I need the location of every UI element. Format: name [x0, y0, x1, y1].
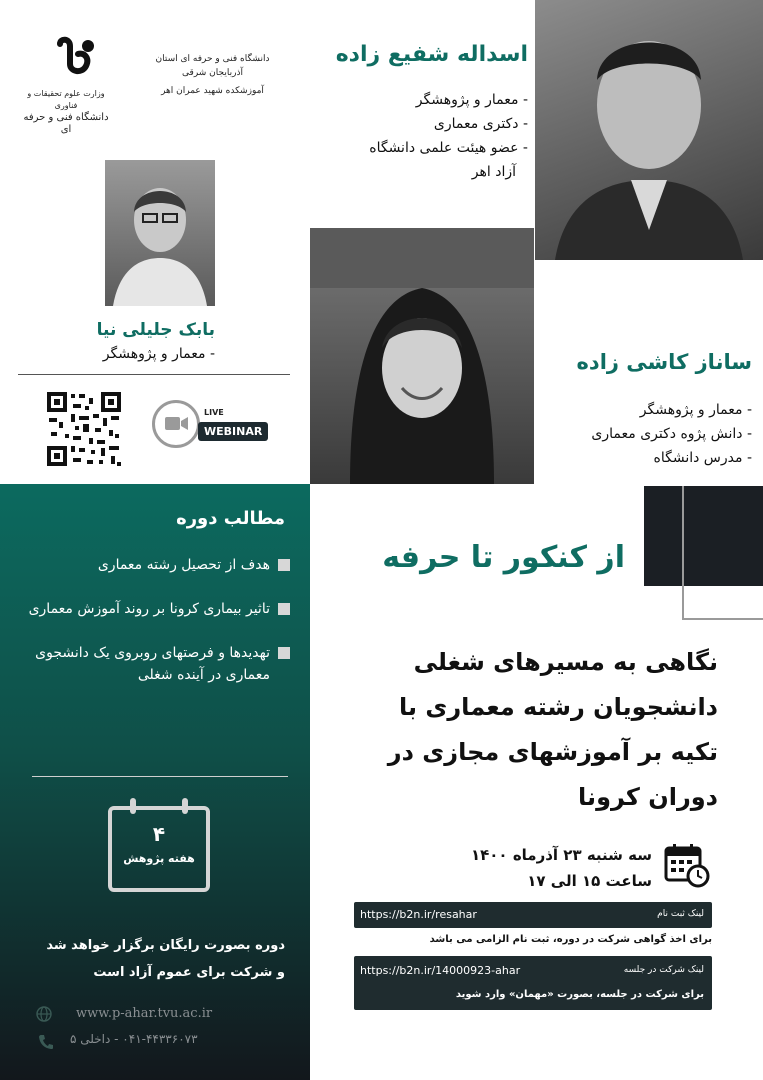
- webinar-badge: [152, 398, 276, 450]
- free-note-line: دوره بصورت رایگان برگزار خواهد شد: [46, 938, 285, 953]
- calendar-label: هفته پژوهش: [123, 852, 195, 865]
- free-note: [20, 932, 285, 986]
- calendar-clock-icon: [662, 842, 710, 888]
- speaker-1-role: - دکتری معماری: [433, 116, 528, 132]
- accent-line-horizontal: [682, 618, 763, 620]
- ministry-sub-line: دانشگاه فنی و حرفه ای: [23, 112, 109, 135]
- speaker-2-photo: [105, 160, 215, 306]
- university-logo: [54, 34, 100, 80]
- topic-item: [28, 554, 290, 576]
- calendar-ring: [182, 798, 188, 814]
- session-note: برای شرکت در جلسه، بصورت «مهمان» وارد شوید: [455, 989, 704, 1000]
- panel-divider: [32, 776, 288, 777]
- topic-text: تهدیدها و فرصتهای روبروی یک دانشجوی معماری در آینده شغلی: [35, 645, 270, 683]
- registration-note: برای اخذ گواهی شرکت در دوره، ثبت نام الزامی می باشد: [429, 934, 712, 945]
- bullet-square-icon: [278, 603, 290, 615]
- speaker-1-role: آزاد اهر: [471, 164, 516, 180]
- subtitle-line: دانشجویان رشته معماری با: [398, 693, 718, 721]
- topic-text: تاثیر بیماری کرونا بر روند آموزش معماری: [28, 601, 270, 617]
- website-link[interactable]: www.p-ahar.tvu.ac.ir: [76, 1006, 213, 1021]
- speaker-3-role: - معمار و پژوهشگر: [639, 402, 752, 418]
- calendar-ring: [130, 798, 136, 814]
- calendar-icon: [108, 806, 210, 892]
- registration-link-box[interactable]: [354, 902, 712, 928]
- topics-list: [28, 554, 290, 686]
- schedule-date: سه شنبه ۲۳ آذرماه ۱۴۰۰: [470, 846, 652, 864]
- schedule-time: ساعت ۱۵ الی ۱۷: [527, 872, 652, 890]
- main-title: از کنکور تا حرفه: [382, 540, 625, 575]
- webinar-label: WEBINAR: [198, 422, 268, 441]
- topic-item: [28, 642, 290, 686]
- session-url[interactable]: https://b2n.ir/14000923-ahar: [360, 964, 521, 977]
- speaker-3-photo: [310, 228, 534, 484]
- phone-number[interactable]: ۰۴۱-۴۴۳۳۶۰۷۳ - داخلی ۵: [70, 1032, 198, 1046]
- institute-sub: آموزشکده شهید عمران اهر: [161, 86, 264, 96]
- speaker-3-role: - مدرس دانشگاه: [653, 450, 752, 466]
- ministry-text: [20, 88, 112, 136]
- speaker-3-name: ساناز کاشی زاده: [576, 350, 752, 374]
- ministry-line: وزارت علوم تحقیقات و فناوری: [27, 89, 105, 110]
- schedule: [430, 842, 652, 894]
- speaker-1-role: - عضو هیئت علمی دانشگاه: [369, 140, 528, 156]
- accent-line-vertical: [682, 486, 684, 620]
- live-label: LIVE: [204, 408, 224, 417]
- speaker-3-roles: [520, 398, 752, 470]
- speaker-2-name: بابک جلیلی نیا: [96, 320, 215, 340]
- bullet-square-icon: [278, 647, 290, 659]
- subtitle-line: تکیه بر آموزشهای مجازی در: [387, 738, 718, 766]
- registration-url[interactable]: https://b2n.ir/resahar: [360, 908, 477, 921]
- topic-text: هدف از تحصیل رشته معماری: [97, 557, 270, 573]
- speaker-1-photo: [535, 0, 763, 260]
- speaker-3-role: - دانش پژوه دکتری معماری: [591, 426, 752, 442]
- subtitle-line: نگاهی به مسیرهای شغلی: [413, 648, 718, 676]
- registration-pill: لینک ثبت نام: [657, 909, 704, 919]
- institute-text: [140, 52, 285, 102]
- globe-icon: [36, 1006, 52, 1022]
- camera-icon: [152, 400, 200, 448]
- topic-item: [28, 598, 290, 620]
- speaker-2-role: - معمار و پژوهشگر: [102, 346, 215, 362]
- calendar-day: ۴: [152, 822, 166, 846]
- subtitle-line: دوران کرونا: [578, 783, 718, 811]
- session-link-box[interactable]: [354, 956, 712, 1010]
- phone-icon: [38, 1034, 54, 1050]
- free-note-line: و شرکت برای عموم آزاد است: [93, 965, 285, 980]
- divider-line: [18, 374, 290, 375]
- speaker-1-roles: [290, 88, 528, 184]
- main-subtitle: [318, 640, 718, 820]
- bullet-square-icon: [278, 559, 290, 571]
- topics-title: مطالب دوره: [176, 508, 285, 529]
- institute-main: دانشگاه فنی و حرفه ای استان آذربایجان شرقی: [155, 54, 270, 78]
- speaker-1-role: - معمار و پژوهشگر: [415, 92, 528, 108]
- speaker-1-name: اسداله شفیع زاده: [335, 42, 528, 67]
- dark-block: [644, 486, 763, 586]
- qr-code[interactable]: [45, 390, 123, 468]
- session-pill: لینک شرکت در جلسه: [623, 965, 704, 975]
